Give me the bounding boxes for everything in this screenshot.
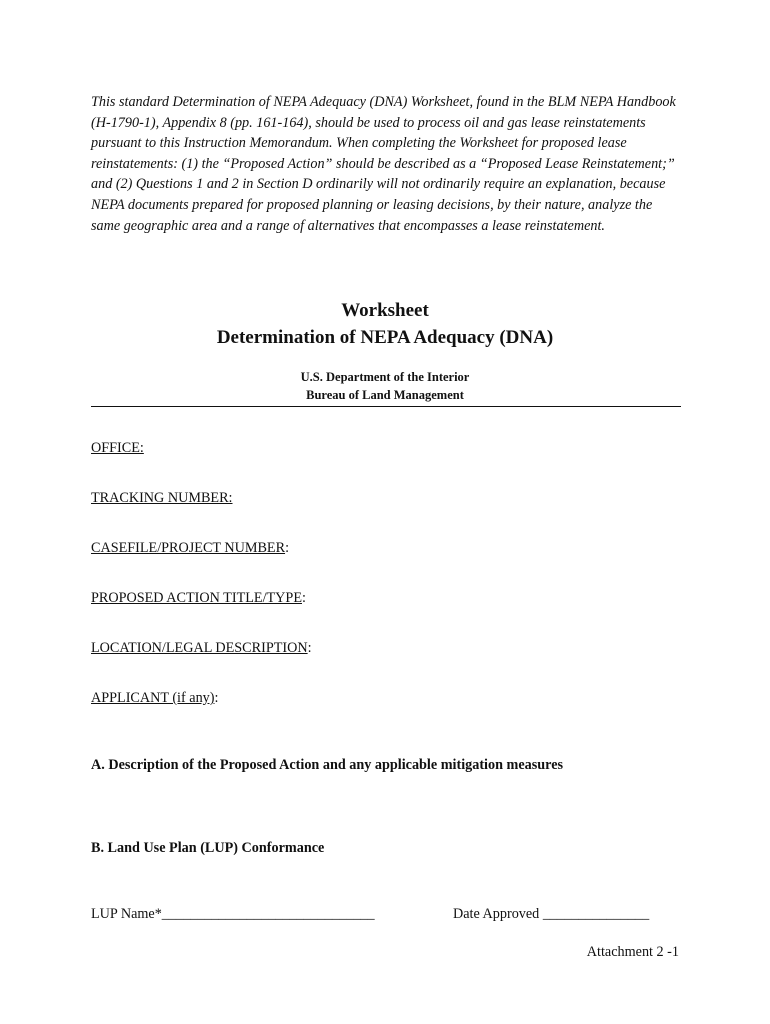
tracking-number-field <box>91 490 233 507</box>
location-field <box>91 640 312 657</box>
date-approved-line: Date Approved _______________ <box>453 906 650 922</box>
location-suffix: : <box>307 640 312 656</box>
office-field <box>91 440 144 457</box>
section-b-heading: B. Land Use Plan (LUP) Conformance <box>91 840 325 856</box>
intro-paragraph: This standard Determination of NEPA Adequacy (DNA) Worksheet, found in the BLM NEPA Handbook (H-1790-1), Appendix 8 (pp. 161-164), should be used to process oil and gas lease reinstatements pursuant to this Instruction Memorandum. When completing the Worksheet for proposed lease reinstatements: (1) the “Proposed Action” should be described as a “Proposed Lease Reinstatement;” and (2) Questions 1 and 2 in Section D ordinarily will not ordinarily require an explanation, because NEPA documents prepared for proposed planning or leasing decisions, by their nature, analyze the same geographic area and a range of alternatives that encompasses a lease reinstatement. <box>91 94 676 234</box>
dna-title: Determination of NEPA Adequacy (DNA) <box>216 327 554 348</box>
applicant-field <box>91 690 218 707</box>
casefile-label: CASEFILE/PROJECT NUMBER <box>91 540 286 556</box>
tracking-number-label: TRACKING NUMBER: <box>91 490 233 506</box>
casefile-field <box>91 540 289 557</box>
department-name: U.S. Department of the Interior <box>300 370 470 384</box>
proposed-action-field <box>91 590 306 607</box>
section-a-heading: A. Description of the Proposed Action and any applicable mitigation measures <box>91 757 564 773</box>
proposed-action-suffix: : <box>301 590 306 606</box>
applicant-suffix: : <box>214 690 219 706</box>
casefile-suffix: : <box>285 540 290 556</box>
header-divider <box>91 406 681 407</box>
lup-name-line: LUP Name*______________________________ <box>91 906 375 922</box>
office-label: OFFICE: <box>91 440 144 456</box>
location-label: LOCATION/LEGAL DESCRIPTION <box>91 640 308 656</box>
applicant-label: APPLICANT (if any) <box>91 690 215 706</box>
bureau-name: Bureau of Land Management <box>306 388 464 402</box>
attachment-label: Attachment 2 -1 <box>586 944 679 960</box>
worksheet-title: Worksheet <box>341 300 429 321</box>
proposed-action-label: PROPOSED ACTION TITLE/TYPE <box>91 590 302 606</box>
